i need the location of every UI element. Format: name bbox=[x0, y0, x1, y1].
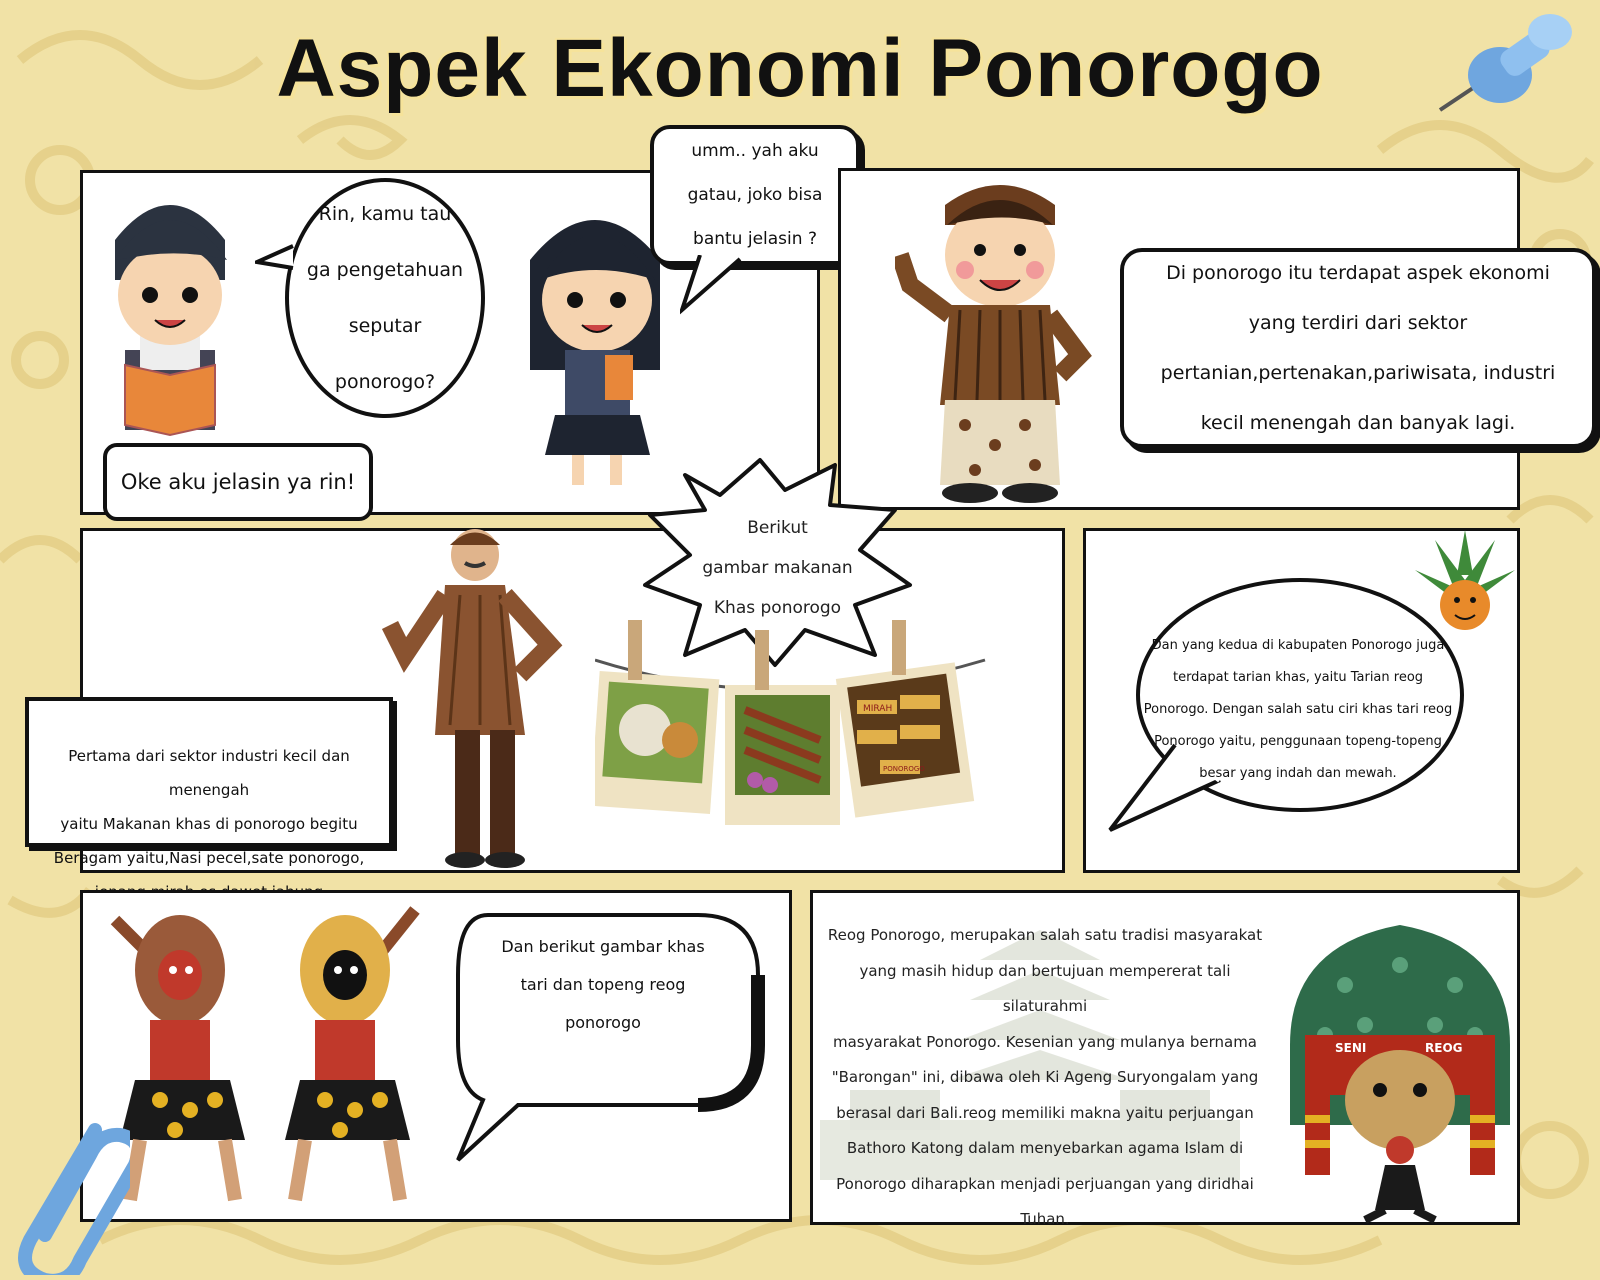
dancer-left bbox=[115, 915, 245, 1200]
boy-speech-tail bbox=[255, 240, 295, 280]
jenang-mirah-photo bbox=[836, 620, 974, 818]
starburst-text: Berikut gambar makanan Khas ponorogo bbox=[702, 518, 853, 618]
dancers-speech-text: Dan berikut gambar khas tari dan topeng reog ponorogo bbox=[501, 937, 705, 1032]
girl-speech-text: umm.. yah aku gatau, joko bisa bantu jelasin ? bbox=[687, 141, 823, 249]
food-caption-box bbox=[25, 697, 393, 867]
narration-economy-text: Di ponorogo itu terdapat aspek ekonomi yang terdiri dari sektor pertanian,pertenakan,pariwisata, industri kecil menengah dan banyak lagi. bbox=[1160, 262, 1556, 434]
boy-student-illustration bbox=[85, 180, 255, 450]
reply-box bbox=[103, 443, 373, 521]
nasi-pecel-photo bbox=[595, 620, 719, 814]
reog-dancers-illustration bbox=[95, 900, 435, 1215]
svg-text:SENI: SENI bbox=[1335, 1041, 1367, 1055]
narration-box-economy bbox=[1120, 248, 1596, 448]
old-man-thumbsup-illustration bbox=[380, 525, 580, 870]
book-icon bbox=[125, 365, 215, 435]
page-title: Aspek Ekonomi Ponorogo bbox=[276, 23, 1324, 114]
svg-text:MIRAH: MIRAH bbox=[863, 704, 893, 714]
reog-barongan-illustration bbox=[1285, 925, 1515, 1225]
svg-text:PONOROGO: PONOROGO bbox=[883, 765, 925, 773]
reog-history-text: Reog Ponorogo, merupakan salah satu tradisi masyarakat yang masih hidup dan bertujuan mempererat tali silaturahmi masyarakat Ponorogo. Kesenian yang mulanya bernama "Barongan" ini, dibawa oleh Ki Ageng Suryongalam yang berasal dari Bali.reog memiliki makna yaitu perjuangan Bathoro Katong dalam menyebarkan agama Islam di Ponorogo diharapkan menjadi perjuangan yang diridhai Tuhan. bbox=[827, 926, 1263, 1228]
joko-man-illustration bbox=[895, 175, 1100, 510]
sate-ponorogo-photo bbox=[725, 630, 840, 825]
food-photos-clothesline bbox=[595, 620, 990, 835]
boy-speech-text: Rin, kamu tau ga pengetahuan seputar ponorogo? bbox=[306, 203, 464, 393]
girl-speech-tail bbox=[680, 255, 750, 315]
dancer-right bbox=[285, 910, 415, 1200]
reply-text: Oke aku jelasin ya rin! bbox=[120, 470, 356, 494]
reog-speech-text: Dan yang kedua di kabupaten Ponorogo juga terdapat tarian khas, yaitu Tarian reog Ponorogo. Dengan salah satu ciri khas tari reog Ponorogo yaitu, penggunaan topeng-topeng besar yang indah dan mewah. bbox=[1143, 638, 1453, 781]
boy-speech-bubble bbox=[285, 178, 485, 418]
food-caption-text: Pertama dari sektor industri kecil dan menengah yaitu Makanan khas di ponorogo begitu Beragam yaitu,Nasi pecel,sate ponorogo, bbox=[53, 747, 365, 867]
paperclip-icon bbox=[10, 1110, 130, 1275]
pushpin-icon bbox=[1430, 10, 1580, 120]
svg-text:REOG: REOG bbox=[1425, 1041, 1463, 1055]
girl-speech-bubble bbox=[650, 125, 860, 265]
